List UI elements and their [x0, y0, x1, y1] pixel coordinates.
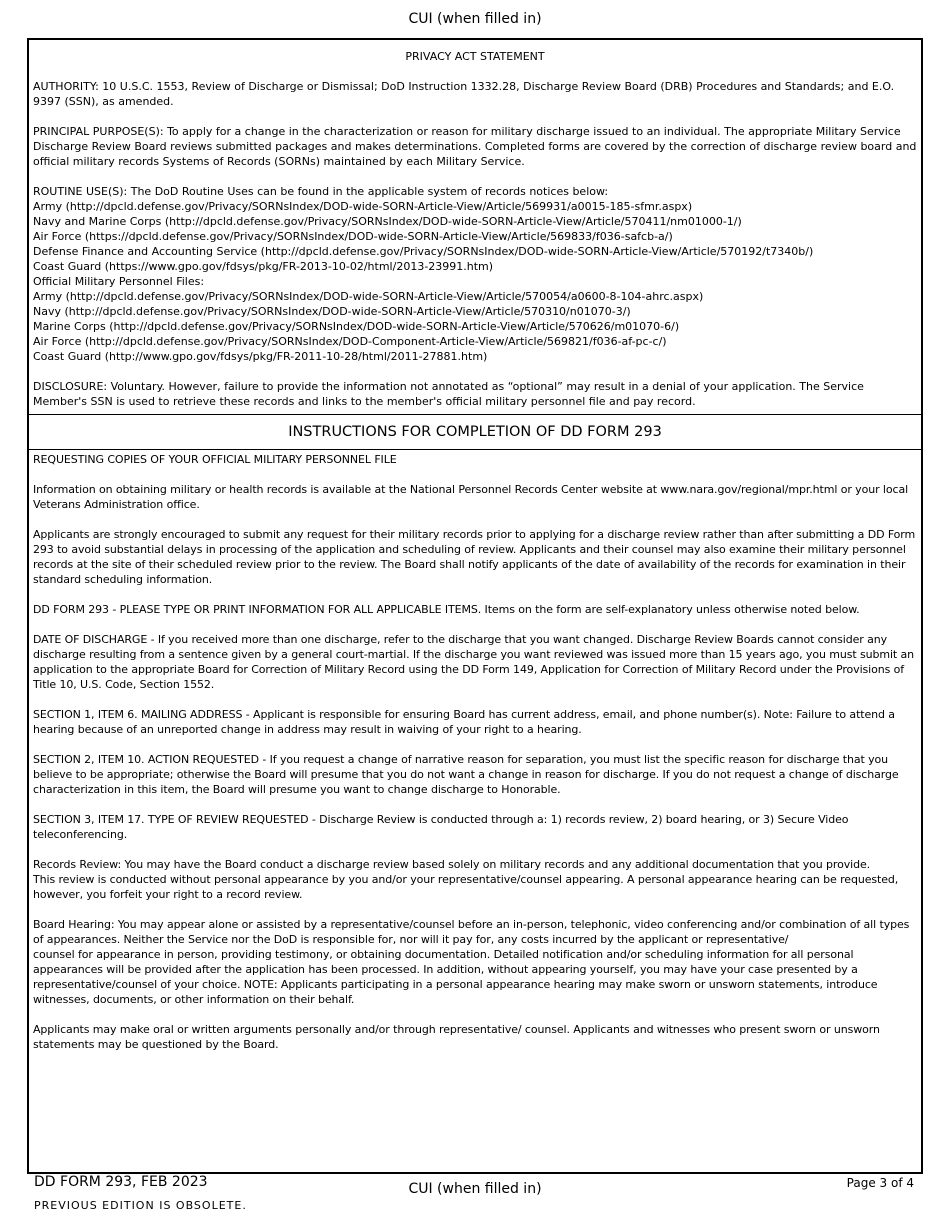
routine-use-item: Army (http://dpcld.defense.gov/Privacy/SORNsIndex/DOD-wide-SORN-Article-View/Article/570054/a0600-8-104-ahrc.aspx) [33, 290, 704, 303]
section2-action-requested [33, 752, 921, 797]
instructions-title: INSTRUCTIONS FOR COMPLETION OF DD FORM 293 [29, 415, 921, 450]
date-heading: DATE OF DISCHARGE [33, 633, 148, 646]
nara-info: Information on obtaining military or health records is available at the National Personnel Records Center website at www.nara.gov/regional/mpr.html or your local Veterans Administration office. [33, 483, 909, 511]
s1-heading: SECTION 1, ITEM 6. MAILING ADDRESS [33, 708, 243, 721]
routine-use-item: Official Military Personnel Files: [33, 275, 205, 288]
routine-uses-intro: ROUTINE USE(S): The DoD Routine Uses can be found in the applicable system of records notices below: [33, 185, 609, 198]
date-of-discharge [33, 632, 921, 692]
date-text: - If you received more than one discharge, refer to the discharge that you want changed. Discharge Review Boards cannot consider any discharge resulting from a sentence given by a general court-martial. If the discharge you want reviewed was issued more than 15 years ago, you must submit an application to the appropriate Board for Correction of Military Record using the DD Form 149, Application for Correction of Military Record under the Provisions of Title 10, U.S. Code, Section 1552. [33, 633, 915, 691]
privacy-title: PRIVACY ACT STATEMENT [405, 50, 545, 63]
section1-mailing-address [33, 707, 921, 737]
s3-heading: SECTION 3, ITEM 17. TYPE OF REVIEW REQUESTED [33, 813, 309, 826]
routine-use-item: Coast Guard (https://www.gpo.gov/fdsys/pkg/FR-2013-10-02/html/2013-23991.htm) [33, 260, 494, 273]
cui-header: CUI (when filled in) [408, 11, 542, 27]
page-number: Page 3 of 4 [846, 1176, 914, 1190]
privacy-act-statement [29, 40, 921, 415]
routine-use-item: Air Force (http://dpcld.defense.gov/Privacy/SORNsIndex/DOD-Component-Article-View/Article/569821/f036-af-pc-c/) [33, 335, 667, 348]
records-review-line2: This review is conducted without personal appearance by you and/or your representative/counsel appearing. A personal appearance hearing can be requested, however, you forfeit your right to a record review. [33, 873, 899, 901]
board-hearing [33, 917, 921, 1007]
requesting-records-heading: REQUESTING COPIES OF YOUR OFFICIAL MILITARY PERSONNEL FILE [33, 453, 397, 466]
dd293-text: Items on the form are self-explanatory unless otherwise noted below. [481, 603, 860, 616]
dd293-general [33, 602, 921, 617]
routine-use-item: Coast Guard (http://www.gpo.gov/fdsys/pkg/FR-2011-10-28/html/2011-27881.htm) [33, 350, 488, 363]
board-hearing-part1: Board Hearing: You may appear alone or assisted by a representative/counsel before an in-person, telephonic, video conferencing and/or combination of all types of appearances. Neither the Service nor the DoD is responsible for, nor will it pay for, any costs incurred by the applicant or representative/ [33, 918, 910, 946]
privacy-principal-purpose: PRINCIPAL PURPOSE(S): To apply for a change in the characterization or reason for military discharge issued to an individual. The appropriate Military Service Discharge Review Board reviews submitted packages and makes determinations. Completed forms are covered by the correction of discharge review board and official military records Systems of Records (SORNs) maintained by each Military Service. [33, 125, 917, 168]
s2-text: - If you request a change of narrative reason for separation, you must list the specific reason for discharge that you believe to be appropriate; otherwise the Board will presume that you do not want a change in reason for discharge. If you do not request a change of discharge characterization in this item, the Board will presume you want to change discharge to Honorable. [33, 753, 899, 796]
records-review-line1: Records Review: You may have the Board conduct a discharge review based solely on military records and any additional documentation that you provide. [33, 858, 871, 871]
obsolete-notice: PREVIOUS EDITION IS OBSOLETE. [34, 1199, 247, 1212]
routine-use-item: Air Force (https://dpcld.defense.gov/Privacy/SORNsIndex/DOD-wide-SORN-Article-View/Article/569833/f036-safcb-a/) [33, 230, 673, 243]
board-hearing-part2: counsel for appearance in person, providing testimony, or obtaining documentation. Detailed notification and/or scheduling information for all personal appearances will be provided after the application has been processed. In addition, without appearing yourself, you may have your case presented by a representative/counsel of your choice. NOTE: Applicants participating in a personal appearance hearing may make sworn or unsworn statements, introduce witnesses, documents, or other information on their behalf. [33, 948, 878, 1006]
dd293-heading: DD FORM 293 - PLEASE TYPE OR PRINT INFORMATION FOR ALL APPLICABLE ITEMS. [33, 603, 482, 616]
form-page-box [27, 38, 923, 1174]
s2-heading: SECTION 2, ITEM 10. ACTION REQUESTED [33, 753, 259, 766]
records-review [33, 857, 921, 902]
privacy-routine-uses [33, 184, 917, 364]
routine-use-item: Navy (http://dpcld.defense.gov/Privacy/SORNsIndex/DOD-wide-SORN-Article-View/Article/570310/n01070-3/) [33, 305, 631, 318]
routine-use-item: Defense Finance and Accounting Service (http://dpcld.defense.gov/Privacy/SORNsIndex/DOD-wide-SORN-Article-View/Article/570192/t7340b/) [33, 245, 814, 258]
s3-text: - Discharge Review is conducted through a: 1) records review, 2) board hearing, or 3) Secure Video teleconferencing. [33, 813, 849, 841]
s1-text: - Applicant is responsible for ensuring Board has current address, email, and phone number(s). Note: Failure to attend a hearing because of an unreported change in address may result in waiving of your right to a hearing. [33, 708, 895, 736]
routine-use-item: Marine Corps (http://dpcld.defense.gov/Privacy/SORNsIndex/DOD-wide-SORN-Article-View/Article/570626/m01070-6/) [33, 320, 680, 333]
arguments: Applicants may make oral or written arguments personally and/or through representative/ counsel. Applicants and witnesses who present sworn or unsworn statements may be questioned by the Board. [33, 1023, 880, 1051]
instructions-body [29, 450, 921, 1172]
applicants-encouraged: Applicants are strongly encouraged to submit any request for their military records prior to applying for a discharge review rather than after submitting a DD Form 293 to avoid substantial delays in processing of the application and scheduling of review. Applicants and their counsel may also examine their military personnel records at the site of their scheduled review prior to the review. The Board shall notify applicants of the date of availability of the records for examination in their standard scheduling information. [33, 528, 916, 586]
routine-use-item: Army (http://dpcld.defense.gov/Privacy/SORNsIndex/DOD-wide-SORN-Article-View/Article/569931/a0015-185-sfmr.aspx) [33, 200, 693, 213]
privacy-authority: AUTHORITY: 10 U.S.C. 1553, Review of Discharge or Dismissal; DoD Instruction 1332.28, Discharge Review Board (DRB) Procedures and Standards; and E.O. 9397 (SSN), as amended. [33, 80, 895, 108]
privacy-disclosure: DISCLOSURE: Voluntary. However, failure to provide the information not annotated as “optional” may result in a denial of your application. The Service Member's SSN is used to retrieve these records and links to the member's official military personnel file and pay record. [33, 380, 864, 408]
form-identifier: DD FORM 293, FEB 2023 [34, 1174, 208, 1190]
cui-footer: CUI (when filled in) [408, 1181, 542, 1197]
section3-review-type [33, 812, 921, 842]
routine-use-item: Navy and Marine Corps (http://dpcld.defense.gov/Privacy/SORNsIndex/DOD-wide-SORN-Article-View/Article/570411/nm01000-1/) [33, 215, 742, 228]
